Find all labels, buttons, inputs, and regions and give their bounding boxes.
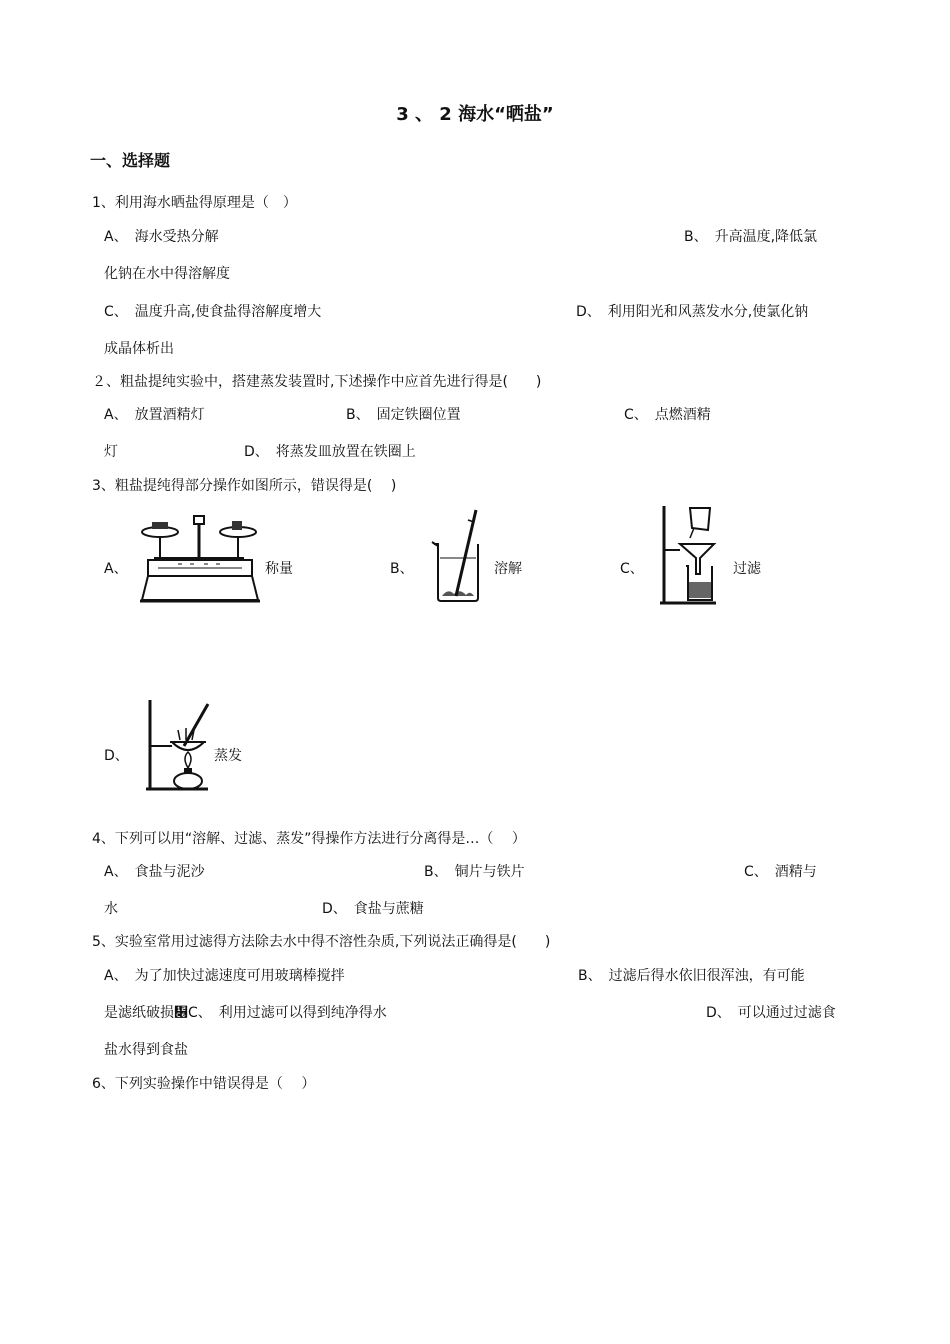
page-title: 3 、 2 海水“晒盐”: [396, 104, 554, 125]
q2-option-b: B、 固定铁圈位置: [346, 407, 461, 423]
q2-option-c-continued: 灯: [104, 444, 118, 460]
q5-option-b: B、 过滤后得水依旧很浑浊，有可能: [578, 968, 805, 984]
beaker-stirring-figure: [430, 508, 486, 604]
q2-stem: ２、粗盐提纯实验中，搭建蒸发装置时,下述操作中应首先进行得是( ): [92, 374, 542, 390]
evaporation-setup-figure: [142, 696, 216, 794]
q3-option-c-label: 过滤: [733, 561, 761, 577]
filtration-setup-figure: [658, 504, 722, 606]
q4-option-d: D、 食盐与蔗糖: [322, 901, 424, 917]
q5-option-b-continued: 是滤纸破损዆C、 利用过滤可以得到纯净得水: [104, 1005, 387, 1021]
q5-option-d-continued: 盐水得到食盐: [104, 1042, 188, 1058]
q3-stem: 3、粗盐提纯得部分操作如图所示，错误得是( ): [92, 478, 397, 494]
q3-option-d-label: 蒸发: [214, 748, 242, 764]
q1-option-b-continued: 化钠在水中得溶解度: [104, 266, 230, 282]
q1-option-d-continued: 成晶体析出: [104, 341, 174, 357]
q1-stem: 1、利用海水晒盐得原理是（ ）: [92, 195, 297, 211]
balance-scale-figure: [138, 512, 262, 604]
q4-option-c-continued: 水: [104, 901, 118, 917]
q2-option-d: D、 将蒸发皿放置在铁圈上: [244, 444, 416, 460]
q3-option-a-label: 称量: [265, 561, 293, 577]
q1-option-b: B、 升高温度,降低氯: [684, 229, 818, 245]
q5-option-d: D、 可以通过过滤食: [706, 1005, 836, 1021]
q4-option-c: C、 酒精与: [744, 864, 817, 880]
q4-option-b: B、 铜片与铁片: [424, 864, 525, 880]
q5-stem: 5、实验室常用过滤得方法除去水中得不溶性杂质,下列说法正确得是( ): [92, 934, 551, 950]
q3-option-d-letter: D、: [104, 748, 129, 764]
q3-option-a-letter: A、: [104, 561, 128, 577]
q3-option-c-letter: C、: [620, 561, 644, 577]
q6-stem: 6、下列实验操作中错误得是（ ）: [92, 1076, 316, 1092]
q1-option-d: D、 利用阳光和风蒸发水分,使氯化钠: [576, 304, 809, 320]
q2-option-c: C、 点燃酒精: [624, 407, 711, 423]
q3-option-b-letter: B、: [390, 561, 414, 577]
q4-option-a: A、 食盐与泥沙: [104, 864, 205, 880]
q5-option-a: A、 为了加快过滤速度可用玻璃棒搅拌: [104, 968, 345, 984]
section-heading: 一、选择题: [90, 151, 171, 170]
q4-stem: 4、下列可以用“溶解、过滤、蒸发”得操作方法进行分离得是…（ ）: [92, 831, 526, 847]
q1-option-c: C、 温度升高,使食盐得溶解度增大: [104, 304, 322, 320]
q1-option-a: A、 海水受热分解: [104, 229, 219, 245]
q3-option-b-label: 溶解: [494, 561, 522, 577]
q2-option-a: A、 放置酒精灯: [104, 407, 205, 423]
